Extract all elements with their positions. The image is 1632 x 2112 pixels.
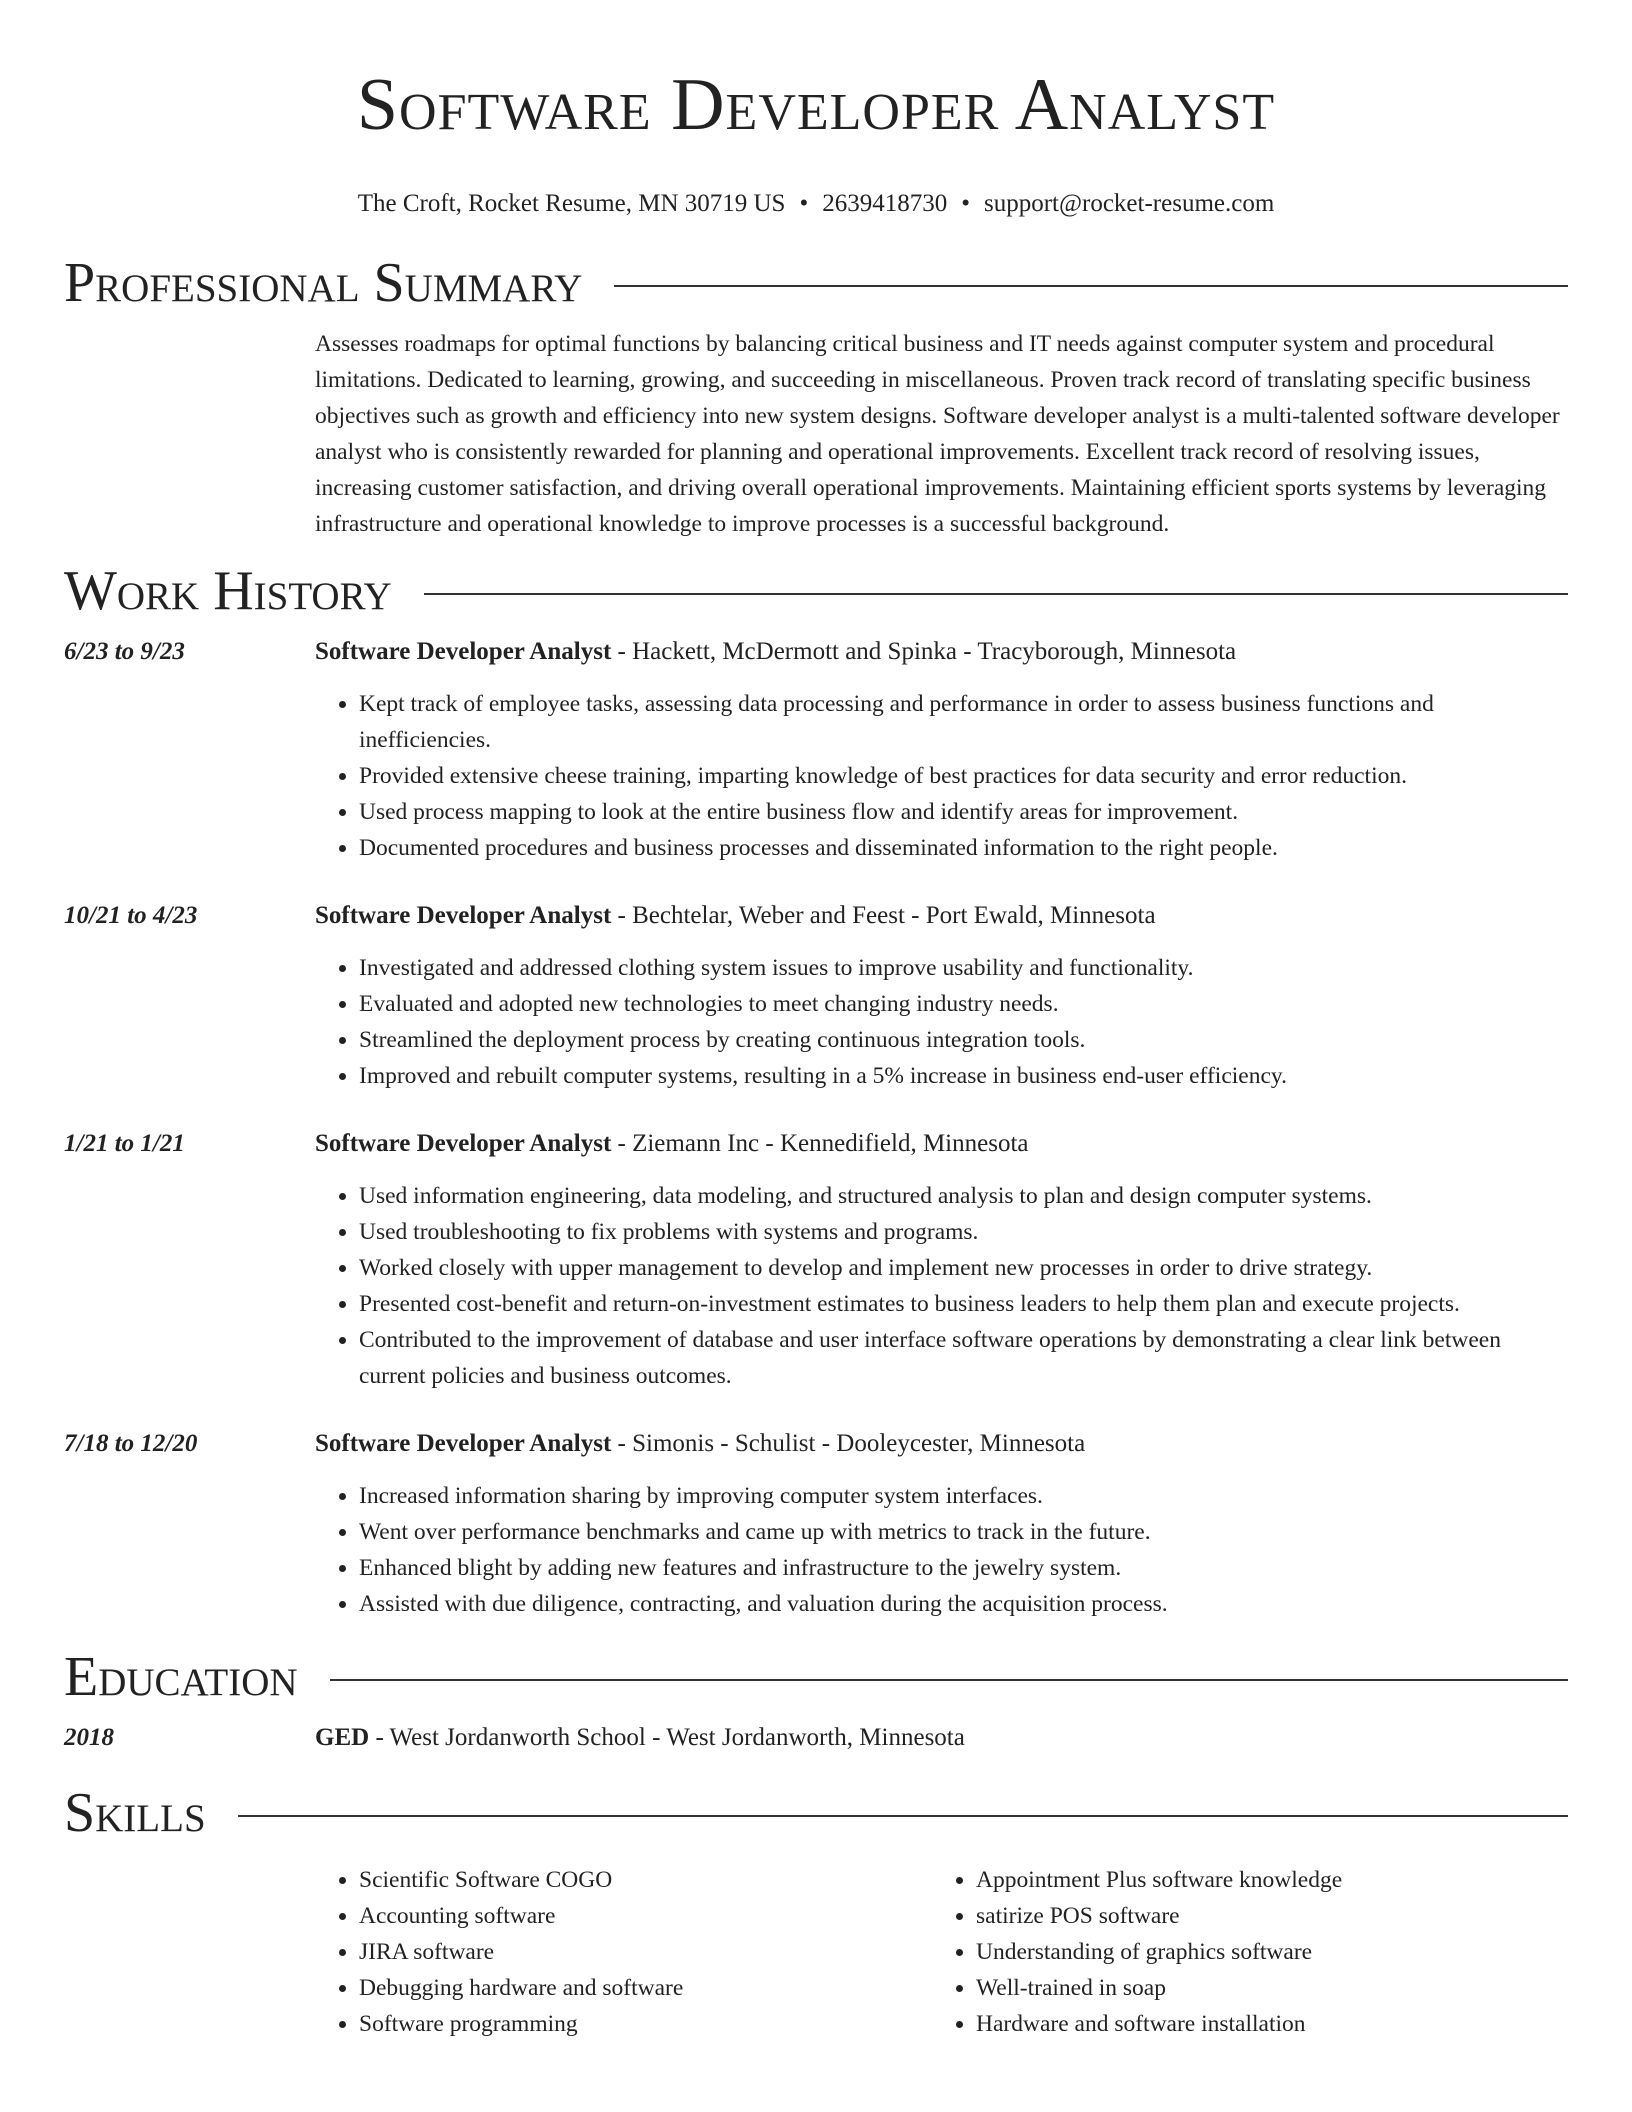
- skill-item: • Hardware and software installation: [976, 2006, 1568, 2042]
- skill-item: • Well-trained in soap: [976, 1970, 1568, 2006]
- job-bullet: • Assisted with due diligence, contracting, and valuation during the acquisition process.: [359, 1586, 1568, 1622]
- job-employer-location: - Hackett, McDermott and Spinka - Tracyborough, Minnesota: [611, 638, 1237, 665]
- skill-item: • satirize POS software: [976, 1898, 1568, 1934]
- skills-columns: [315, 1862, 1568, 2042]
- work-heading: Work History: [64, 560, 392, 622]
- contact-address: The Croft, Rocket Resume, MN 30719 US: [357, 190, 786, 217]
- contact-line: [64, 188, 1568, 220]
- contact-phone: 2639418730: [822, 190, 948, 217]
- job-bullets: [315, 686, 1568, 866]
- summary-text: Assesses roadmaps for optimal functions by balancing critical business and IT needs against computer system and procedural limitations. Dedicated to learning, growing, and succeeding in miscellaneous. Proven track record of translating specific business objectives such as growth and efficiency into new system designs. Software developer analyst is a multi-talented software developer analyst who is consistently rewarded for planning and operational improvements. Excellent track record of resolving issues, increasing customer satisfaction, and driving overall operational improvements. Maintaining efficient sports systems by leveraging infrastructure and operational knowledge to improve processes is a successful background.: [315, 331, 1560, 537]
- skills-column-1: [315, 1862, 932, 2042]
- section-divider: [330, 1679, 1568, 1681]
- job-bullets: [315, 950, 1568, 1094]
- job-employer-location: - Simonis - Schulist - Dooleycester, Minnesota: [611, 1430, 1086, 1457]
- job-entry: [64, 898, 1568, 1094]
- job-heading: [315, 1126, 1568, 1162]
- job-bullet: • Provided extensive cheese training, imparting knowledge of best practices for data security and error reduction.: [359, 758, 1568, 794]
- job-bullet: • Increased information sharing by improving computer system interfaces.: [359, 1478, 1568, 1514]
- resume-name: Software Developer Analyst: [356, 64, 1276, 146]
- summary-heading: Professional Summary: [64, 252, 583, 314]
- job-bullet: • Worked closely with upper management to develop and implement new processes in order to drive strategy.: [359, 1250, 1568, 1286]
- skill-item: • Scientific Software COGO: [359, 1862, 932, 1898]
- skill-item: • Appointment Plus software knowledge: [976, 1862, 1568, 1898]
- section-divider: [614, 285, 1568, 287]
- job-content: [315, 1126, 1568, 1394]
- skill-item: • Debugging hardware and software: [359, 1970, 932, 2006]
- job-content: [315, 634, 1568, 866]
- job-bullet: • Presented cost-benefit and return-on-investment estimates to business leaders to help them plan and execute projects.: [359, 1286, 1568, 1322]
- job-title: Software Developer Analyst: [315, 638, 612, 665]
- job-dates: 10/21 to 4/23: [64, 902, 198, 929]
- skill-item: • Accounting software: [359, 1898, 932, 1934]
- job-bullet: • Used process mapping to look at the entire business flow and identify areas for improvement.: [359, 794, 1568, 830]
- job-dates: 1/21 to 1/21: [64, 1130, 185, 1157]
- skills-heading: Skills: [64, 1782, 206, 1844]
- education-section-header: [64, 1642, 1568, 1712]
- job-employer-location: - Ziemann Inc - Kennedifield, Minnesota: [611, 1130, 1029, 1157]
- job-title: Software Developer Analyst: [315, 1430, 612, 1457]
- job-bullet: • Used information engineering, data modeling, and structured analysis to plan and design computer systems.: [359, 1178, 1568, 1214]
- education-degree: GED: [315, 1724, 370, 1751]
- job-bullet: • Investigated and addressed clothing system issues to improve usability and functionality.: [359, 950, 1568, 986]
- education-heading: Education: [64, 1646, 298, 1708]
- skills-row: [64, 1862, 1568, 2042]
- job-dates: 7/18 to 12/20: [64, 1430, 198, 1457]
- skill-item: • Software programming: [359, 2006, 932, 2042]
- job-title: Software Developer Analyst: [315, 1130, 612, 1157]
- contact-email: support@rocket-resume.com: [983, 190, 1275, 217]
- job-bullet: • Kept track of employee tasks, assessing data processing and performance in order to assess business functions and inefficiencies.: [359, 686, 1568, 758]
- job-heading: [315, 1426, 1568, 1462]
- job-entry: [64, 634, 1568, 866]
- job-heading: [315, 898, 1568, 934]
- job-employer-location: - Bechtelar, Weber and Feest - Port Ewald, Minnesota: [611, 902, 1156, 929]
- job-bullet: • Enhanced blight by adding new features and infrastructure to the jewelry system.: [359, 1550, 1568, 1586]
- job-content: [315, 898, 1568, 1094]
- skills-column-2: [932, 1862, 1568, 2042]
- summary-row: [64, 326, 1568, 542]
- summary-left-spacer: [64, 326, 315, 542]
- job-bullet: • Improved and rebuilt computer systems, resulting in a 5% increase in business end-user efficiency.: [359, 1058, 1568, 1094]
- contact-separator: •: [799, 190, 809, 217]
- section-divider: [238, 1815, 1568, 1817]
- skills-left-spacer: [64, 1862, 315, 2042]
- job-bullets: [315, 1178, 1568, 1394]
- job-bullet: • Documented procedures and business processes and disseminated information to the right people.: [359, 830, 1568, 866]
- skills-section-header: [64, 1778, 1568, 1848]
- contact-separator: •: [961, 190, 970, 217]
- job-bullet: • Contributed to the improvement of database and user interface software operations by demonstrating a clear link between current policies and business outcomes.: [359, 1322, 1568, 1394]
- skill-item: • Understanding of graphics software: [976, 1934, 1568, 1970]
- job-heading: [315, 634, 1568, 670]
- education-entry: [64, 1720, 1568, 1756]
- job-bullet: • Went over performance benchmarks and came up with metrics to track in the future.: [359, 1514, 1568, 1550]
- section-divider: [424, 593, 1568, 595]
- skill-item: • JIRA software: [359, 1934, 932, 1970]
- education-school-location: - West Jordanworth School - West Jordanworth, Minnesota: [369, 1724, 965, 1751]
- job-entry: [64, 1126, 1568, 1394]
- resume-page: [64, 0, 1568, 2042]
- job-title: Software Developer Analyst: [315, 902, 612, 929]
- work-section-header: [64, 556, 1568, 626]
- education-content: [315, 1720, 1568, 1756]
- job-bullets: [315, 1478, 1568, 1622]
- skills-list: [315, 1862, 932, 2042]
- summary-section-header: [64, 248, 1568, 318]
- education-year: 2018: [64, 1724, 114, 1751]
- job-entry: [64, 1426, 1568, 1622]
- job-bullet: • Evaluated and adopted new technologies to meet changing industry needs.: [359, 986, 1568, 1022]
- job-bullet: • Used troubleshooting to fix problems with systems and programs.: [359, 1214, 1568, 1250]
- job-content: [315, 1426, 1568, 1622]
- skills-list: [932, 1862, 1568, 2042]
- job-dates: 6/23 to 9/23: [64, 638, 185, 665]
- job-bullet: • Streamlined the deployment process by creating continuous integration tools.: [359, 1022, 1568, 1058]
